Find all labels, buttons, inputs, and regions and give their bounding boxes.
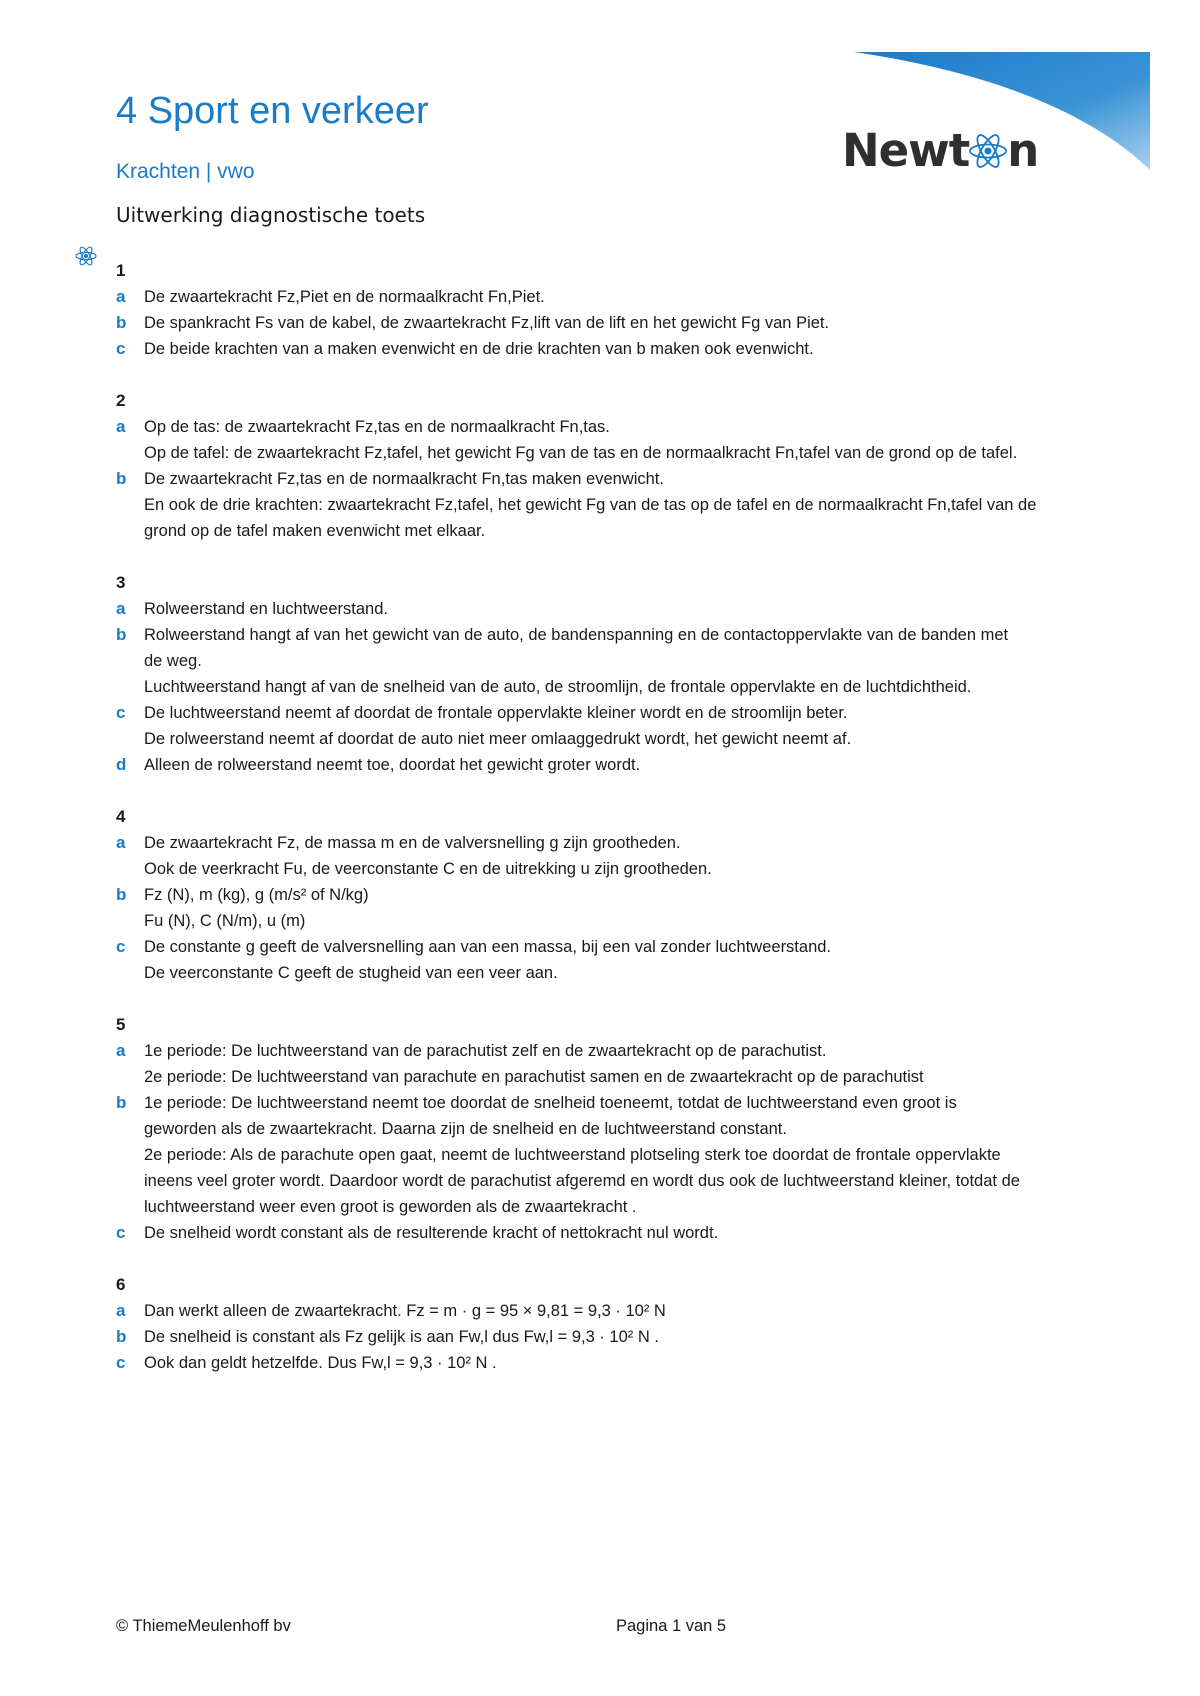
page-title: 4 Sport en verkeer: [116, 90, 429, 132]
answer-line: [116, 1142, 1116, 1168]
answer-text: De snelheid wordt constant als de resulterende kracht of nettokracht nul wordt.: [144, 1224, 719, 1242]
answer-text: de weg.: [144, 652, 202, 670]
answer-line: [116, 856, 1116, 882]
footer-page-number: Pagina 1 van 5: [616, 1617, 727, 1635]
question-block: [116, 388, 1116, 544]
answer-line: [116, 674, 1116, 700]
answer-letter: a: [116, 1041, 126, 1060]
footer-copyright: © ThiemeMeulenhoff bv: [116, 1617, 291, 1635]
logo-wordmark: Newt n: [842, 124, 1039, 177]
answer-line: [116, 908, 1116, 934]
answer-text: 1e periode: De luchtweerstand neemt toe doordat de snelheid toeneemt, totdat de luchtweerstand even groot is: [144, 1094, 957, 1112]
answer-line: [116, 1220, 1116, 1246]
answer-letter: b: [116, 1093, 127, 1112]
answer-line: [116, 1350, 1116, 1376]
answer-line: [116, 1116, 1116, 1142]
answer-letter: c: [116, 703, 126, 722]
answer-letter: b: [116, 313, 127, 332]
answer-line: [116, 1064, 1116, 1090]
answer-letter: c: [116, 1223, 126, 1242]
answer-line: [116, 1194, 1116, 1220]
answer-text: 1e periode: De luchtweerstand van de parachutist zelf en de zwaartekracht op de parachutist.: [144, 1042, 827, 1060]
answer-line: [116, 336, 1116, 362]
document-heading: Uitwerking diagnostische toets: [116, 203, 426, 227]
answer-text: En ook de drie krachten: zwaartekracht Fz,tafel, het gewicht Fg van de tas op de tafel en de normaalkracht Fn,tafel van de: [144, 496, 1037, 514]
answer-text: De zwaartekracht Fz, de massa m en de valversnelling g zijn grootheden.: [144, 834, 681, 852]
answer-letter: b: [116, 1327, 127, 1346]
page-subtitle: Krachten | vwo: [116, 160, 255, 183]
question-number: 3: [116, 573, 126, 592]
answer-text: De rolweerstand neemt af doordat de auto niet meer omlaaggedrukt wordt, het gewicht neemt af.: [144, 730, 852, 748]
answer-line: [116, 596, 1116, 622]
answer-line: [116, 466, 1116, 492]
answer-text: 2e periode: De luchtweerstand van parachute en parachutist samen en de zwaartekracht op de parachutist: [144, 1068, 924, 1086]
answer-text: Fu (N), C (N/m), u (m): [144, 912, 306, 930]
question-number: 2: [116, 391, 126, 410]
answer-letter: c: [116, 339, 126, 358]
answer-text: Fz (N), m (kg), g (m/s² of N/kg): [144, 886, 369, 904]
question-number: 1: [116, 261, 126, 280]
atom-icon: [74, 244, 98, 268]
answer-line: [116, 700, 1116, 726]
answer-line: [116, 726, 1116, 752]
answer-text: Op de tafel: de zwaartekracht Fz,tafel, het gewicht Fg van de tas en de normaalkracht Fn,tafel van de grond op de tafel.: [144, 444, 1018, 462]
answer-text: Ook dan geldt hetzelfde. Dus Fw,l = 9,3 · 10² N .: [144, 1354, 497, 1372]
answer-line: [116, 622, 1116, 648]
answer-line: [116, 1324, 1116, 1350]
answer-letter: b: [116, 885, 127, 904]
answer-letter: a: [116, 417, 126, 436]
answer-text: De veerconstante C geeft de stugheid van een veer aan.: [144, 964, 558, 982]
answer-line: [116, 1168, 1116, 1194]
answer-text: Alleen de rolweerstand neemt toe, doordat het gewicht groter wordt.: [144, 756, 641, 774]
newton-logo: [830, 52, 1150, 177]
answer-line: [116, 414, 1116, 440]
answer-line: [116, 492, 1116, 518]
answer-text: luchtweerstand weer even groot is geworden als de zwaartekracht .: [144, 1198, 637, 1216]
answer-text: De luchtweerstand neemt af doordat de frontale oppervlakte kleiner wordt en de stroomlijn beter.: [144, 704, 848, 722]
answer-line: [116, 648, 1116, 674]
answer-line: [116, 1038, 1116, 1064]
answer-line: [116, 440, 1116, 466]
answers-list: [116, 258, 1116, 1402]
answer-line: [116, 284, 1116, 310]
answer-letter: a: [116, 833, 126, 852]
answer-text: Op de tas: de zwaartekracht Fz,tas en de normaalkracht Fn,tas.: [144, 418, 610, 436]
answer-text: De spankracht Fs van de kabel, de zwaartekracht Fz,lift van de lift en het gewicht Fg van Piet.: [144, 314, 830, 332]
answer-text: De zwaartekracht Fz,Piet en de normaalkracht Fn,Piet.: [144, 288, 545, 306]
answer-letter: a: [116, 287, 126, 306]
answer-text: 2e periode: Als de parachute open gaat, neemt de luchtweerstand plotseling sterk toe doordat de frontale oppervlakte: [144, 1146, 1001, 1164]
answer-line: [116, 752, 1116, 778]
answer-text: grond op de tafel maken evenwicht met elkaar.: [144, 522, 486, 540]
question-block: [116, 804, 1116, 986]
answer-line: [116, 960, 1116, 986]
answer-letter: a: [116, 1301, 126, 1320]
answer-line: [116, 518, 1116, 544]
answer-text: De zwaartekracht Fz,tas en de normaalkracht Fn,tas maken evenwicht.: [144, 470, 664, 488]
answer-text: ineens veel groter wordt. Daardoor wordt de parachutist afgeremd en wordt dus ook de luchtweerstand kleiner, totdat de: [144, 1172, 1020, 1190]
question-number: 6: [116, 1275, 126, 1294]
answer-text: De constante g geeft de valversnelling aan van een massa, bij een val zonder luchtweerstand.: [144, 938, 832, 956]
answer-text: De beide krachten van a maken evenwicht en de drie krachten van b maken ook evenwicht.: [144, 340, 814, 358]
answer-line: [116, 1298, 1116, 1324]
answer-letter: c: [116, 1353, 126, 1372]
atom-icon: [967, 130, 1009, 172]
question-number: 4: [116, 807, 126, 826]
question-block: [116, 258, 1116, 362]
answer-text: Rolweerstand en luchtweerstand.: [144, 600, 388, 618]
answer-line: [116, 830, 1116, 856]
answer-letter: d: [116, 755, 127, 774]
answer-letter: b: [116, 625, 127, 644]
answer-line: [116, 882, 1116, 908]
answer-text: De snelheid is constant als Fz gelijk is aan Fw,l dus Fw,l = 9,3 · 10² N .: [144, 1328, 659, 1346]
answer-text: Rolweerstand hangt af van het gewicht van de auto, de bandenspanning en de contactoppervlakte van de banden met: [144, 626, 1009, 644]
answer-text: Dan werkt alleen de zwaartekracht. Fz = m · g = 95 × 9,81 = 9,3 · 10² N: [144, 1302, 666, 1320]
answer-line: [116, 934, 1116, 960]
answer-text: Luchtweerstand hangt af van de snelheid van de auto, de stroomlijn, de frontale oppervlakte en de luchtdichtheid.: [144, 678, 972, 696]
answer-letter: c: [116, 937, 126, 956]
answer-text: Ook de veerkracht Fu, de veerconstante C en de uitrekking u zijn grootheden.: [144, 860, 712, 878]
answer-text: geworden als de zwaartekracht. Daarna zijn de snelheid en de luchtweerstand constant.: [144, 1120, 787, 1138]
question-number: 5: [116, 1015, 126, 1034]
answer-line: [116, 1090, 1116, 1116]
answer-letter: a: [116, 599, 126, 618]
question-block: [116, 1012, 1116, 1246]
answer-line: [116, 310, 1116, 336]
question-block: [116, 570, 1116, 778]
answer-letter: b: [116, 469, 127, 488]
question-block: [116, 1272, 1116, 1376]
